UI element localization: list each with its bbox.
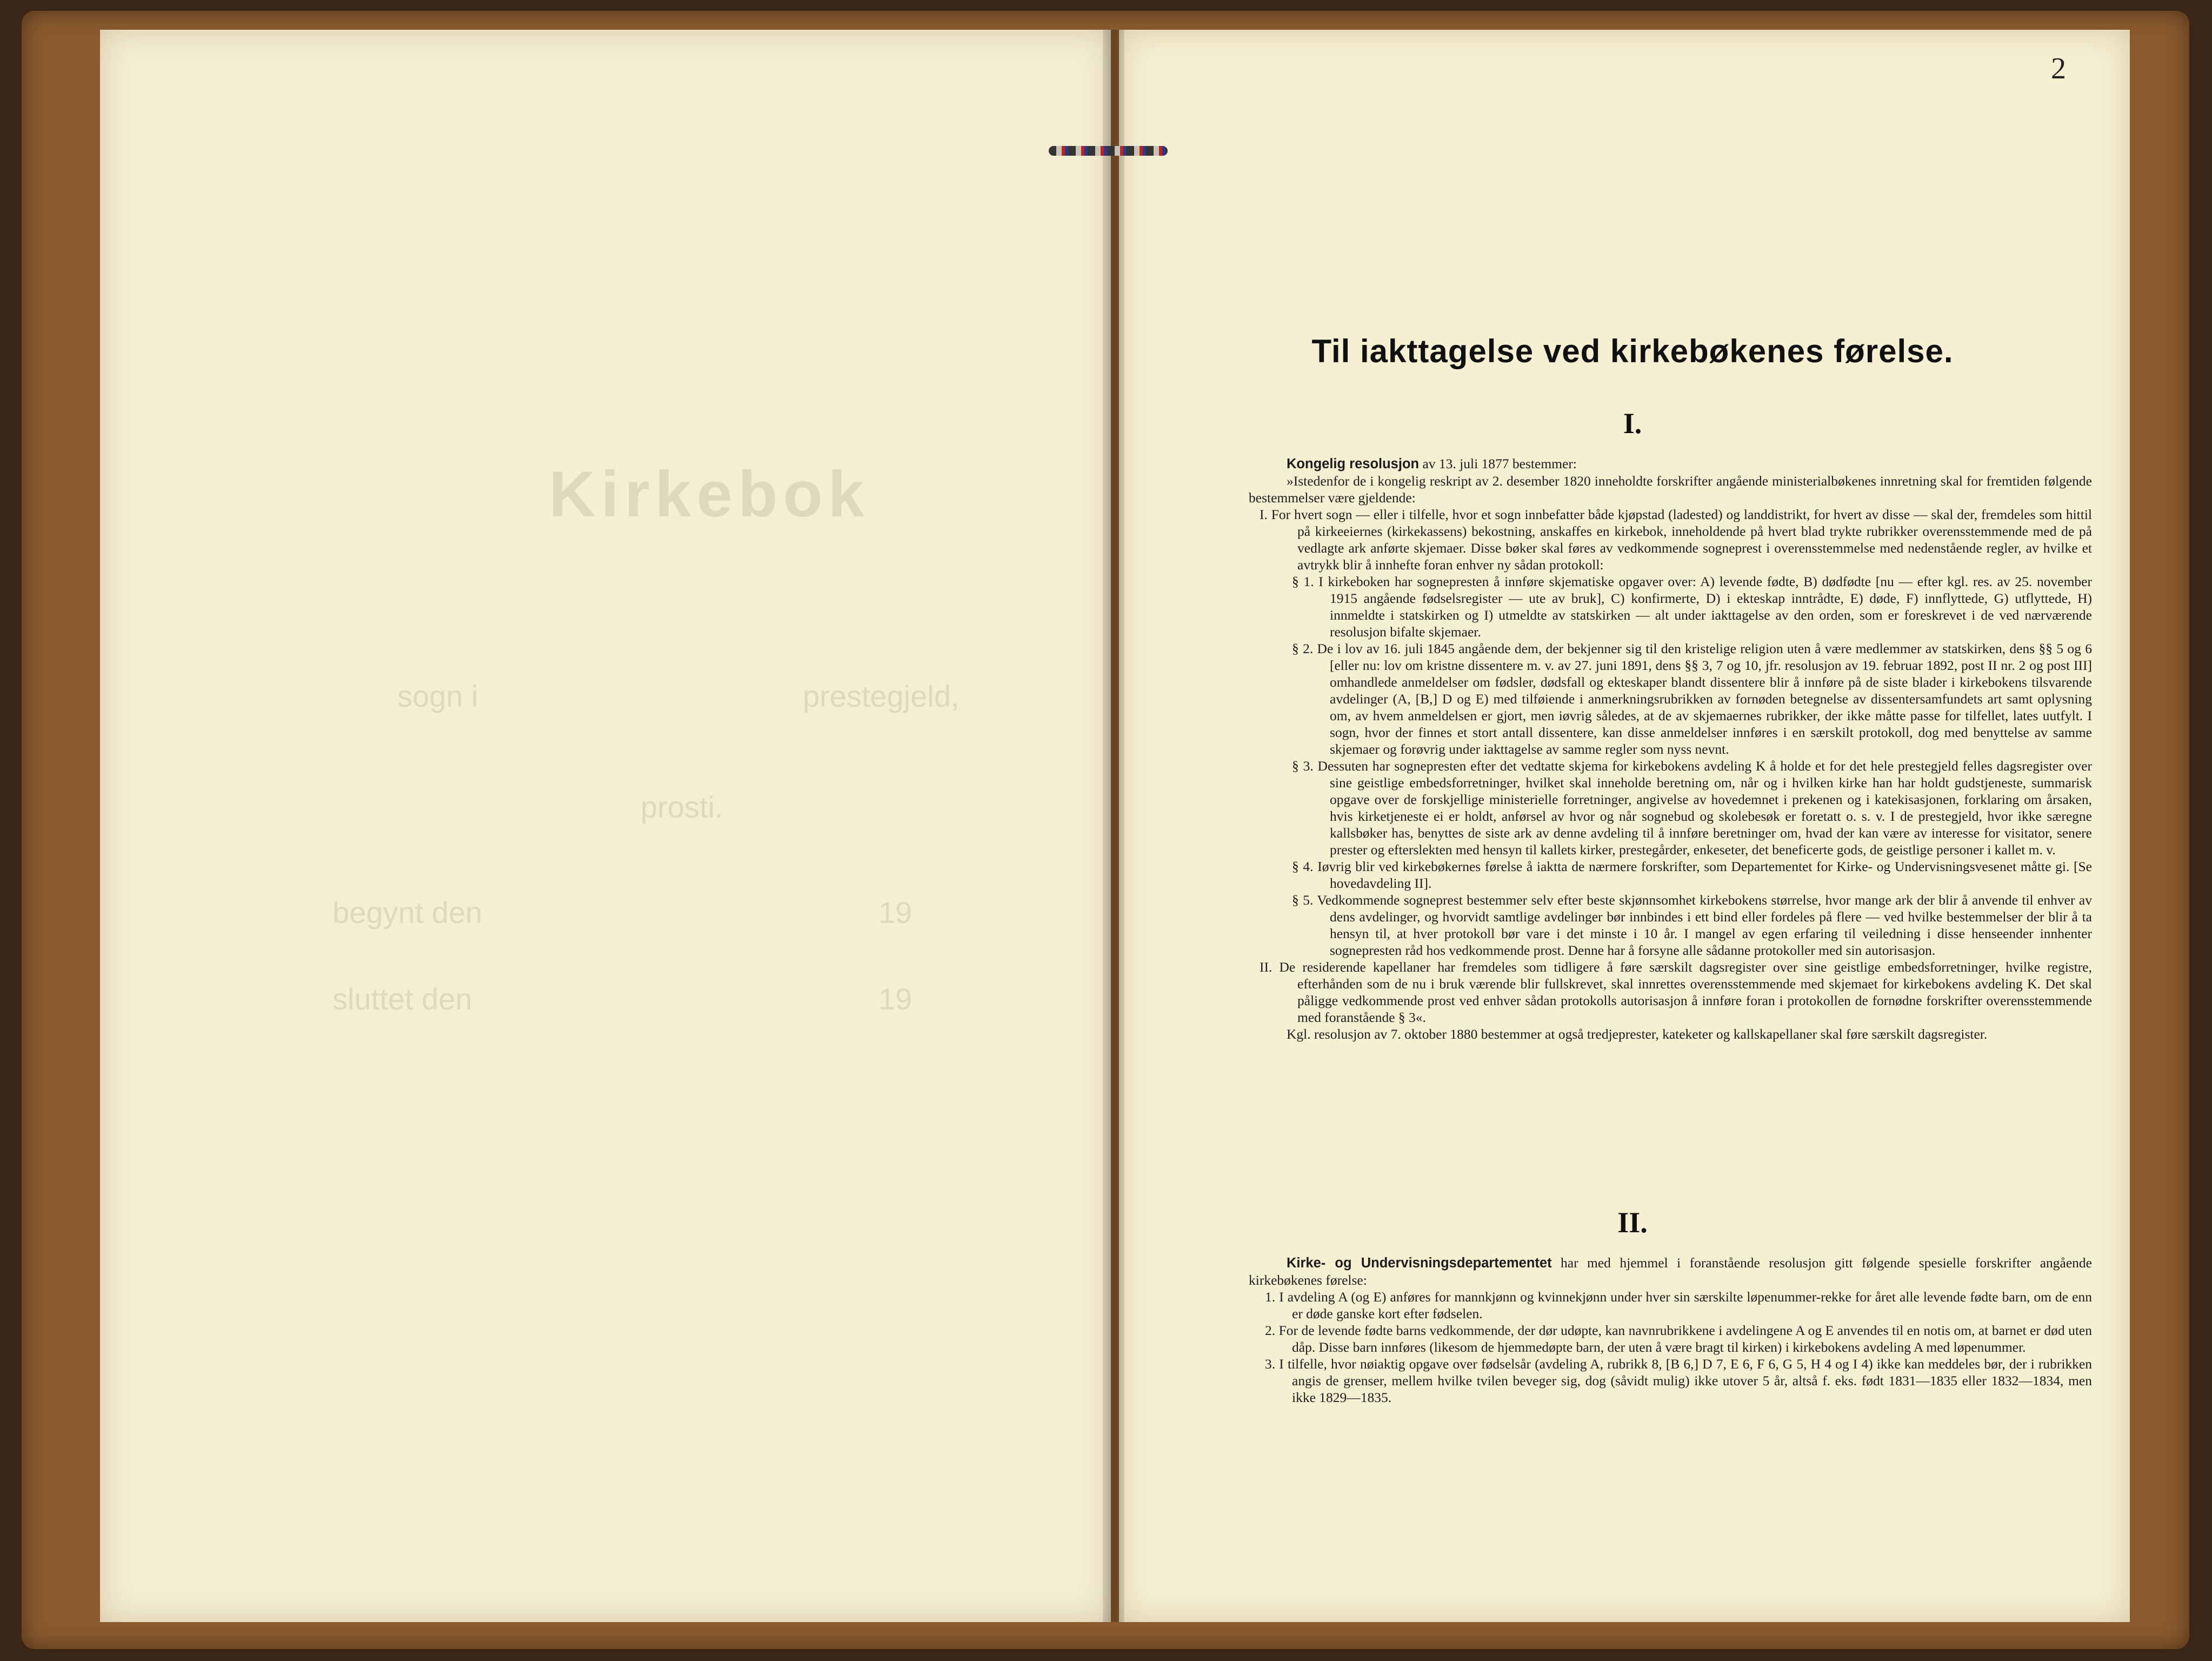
- binding-thread: [1049, 146, 1168, 156]
- lead-paragraph: [1249, 1254, 2092, 1288]
- lead-rest: av 13. juli 1877 bestemmer:: [1419, 456, 1577, 471]
- intro-paragraph: »Istedenfor de i kongelig reskript av 2. desember 1820 inneholdte forskrifter angående ministerialbøkenes innretning skal for fremtiden følgende bestemmelser være gjeldende:: [1249, 473, 2092, 506]
- numbered-item-1: 1. I avdeling A (og E) anføres for mannkjønn og kvinnekjønn under hver sin særskilte løpenummer-rekke for året alle levende fødte barn, om de enn er døde ganske kort efter fødselen.: [1265, 1289, 2092, 1321]
- paragraph-2: § 2. De i lov av 16. juli 1845 angående dem, der bekjenner sig til den kristelige religion uten å være medlemmer av statskirken, dens §§ 5 og 6 [eller nu: lov om kristne dissentere m. v. av 27. juni 1891, dens §§ 3, 7 og 10, jfr. resolusjon av 19. februar 1892, post II nr. 2 og post III] omhandlede anmeldelser om fødsler, dødsfall og ekteskaper blandt dissentere blir å innføre på de siste blader i kirkebokens tilsvarende avdelinger (A, [B,] D og E) med tilføiende i anmerkningsrubrikken av fornøden betegnelse av dissentersamfundets art samt oplysning om, av hvem anmeldelsen er gjort, men iøvrig således, at de av skjemaernes rubrikker, der ikke måtte passe for tilfellet, lates uutfylt. I sogn, hvor der finnes et stort antall dissentere, kan disse anmeldelser innføres i en særskilt protokoll, dog med benyttelse av samme skjemaer og forøvrig under iakttagelse av samme regler som nyss nevnt.: [1292, 641, 2092, 757]
- numbered-item-2: 2. For de levende fødte barns vedkommende, der dør udøpte, kan navnrubrikkene i avdelingene A og E anvendes til en notis om, at barnet er død uten dåp. Disse barn innføres (likesom de hjemmedøpte barn, der uten å være bragt til kirken) i kirkebokens avdeling A med løpenummer.: [1265, 1323, 2092, 1355]
- section-2-text: [1249, 1254, 2092, 1406]
- lead-rest: har med hjemmel i foranstående resolusjon gitt følgende spesielle forskrifter angående kirkebøkenes førelse:: [1249, 1255, 2092, 1288]
- item-I: I. For hvert sogn — eller i tilfelle, hvor et sogn innbefatter både kjøpstad (ladested) og landdistrikt, for hvert av disse — skal der, fremdeles som hittil på kirkeeiernes (kirkekassens) bekostning, anskaffes en kirkebok, inneholdende på hvert blad trykte rubrikker overensstemmende med de på vedlagte ark anførte skjemaer. Disse bøker skal føres av vedkommende sogneprest i overensstemmelse med nedenstående regler, av hvilke et avtrykk blir å innhefte foran enhver ny sådan protokoll:: [1260, 507, 2092, 573]
- page-heading: Til iakttagelse ved kirkebøkenes førelse.: [1311, 333, 1954, 369]
- paragraph-5: § 5. Vedkommende sogneprest bestemmer selv efter beste skjønnsomhet kirkebokens størrelse, hvor mange ark der blir å anvende til enhver av dens avdelinger, og hvorvidt samtlige avdelinger bør innbindes i ett bind eller fordeles på flere — ved hvilke bestemmelser der blir å ta hensyn til, at hver protokoll bør vare i det minste i 10 år. I mangel av egen erfaring til veiledning i disse henseender innhenter sognepresten råd hos vedkommende prost. Denne har å forsyne alle sådanne protokoller med sin autorisasjon.: [1292, 892, 2092, 958]
- lead-paragraph: [1249, 455, 2092, 473]
- faint-title: Kirkebok: [549, 458, 870, 530]
- page-number: 2: [2051, 52, 2066, 85]
- faint-line: prestegjeld,: [803, 679, 960, 713]
- lead-bold: Kongelig resolusjon: [1287, 456, 1420, 471]
- left-page: [100, 30, 1111, 1622]
- closing-paragraph: Kgl. resolusjon av 7. oktober 1880 bestemmer at også tredjeprester, kateketer og kallskapellaner skal føre særskilt dagsregister.: [1287, 1026, 1988, 1042]
- paragraph-3: § 3. Dessuten har sognepresten efter det vedtatte skjema for kirkebokens avdeling K å holde et for det hele prestegjeld felles dagsregister over sine geistlige embedsforretninger, hvilket skal inneholde beretning om, når og i hvilken kirke han har holdt gudstjeneste, summarisk opgave over de forskjellige ministerielle forretninger, angivelse av hovedemnet i prekenen og i katekisasjonen, forklaring om årsaken, hvis kirketjeneste ei er holdt, anførsel av hvor og når sognebud og skolebesøk er foretatt o. s. v. I de prestegjeld, hvor ikke særegne kallsbøker has, benyttes de siste ark av denne avdeling til å innføre beretninger om, hvad der kan være av interesse for visitator, senere prester og efterslekten med hensyn til kallets kirker, prestegårder, enkeseter, det beneficerte gods, de geistlige personer i kallet m. v.: [1292, 758, 2092, 858]
- item-II: II. De residerende kapellaner har fremdeles som tidligere å føre særskilt dagsregister over sine geistlige embedsforretninger, hvilke registre, efterhånden som de nu i bruk værende blir fullskrevet, skal innrettes overensstemmende med skjemaet for kirkebokens avdeling K. Det skal påligge vedkommende prost ved enhver sådan protokolls autorisasjon å innføre foran i protokollen de fornødne forskrifter overensstemmende med foranstående § 3«.: [1260, 959, 2092, 1025]
- faint-line: 19: [878, 895, 912, 929]
- faint-line: sluttet den: [332, 982, 472, 1016]
- section-number: I.: [1623, 407, 1642, 440]
- faint-line: 19: [878, 982, 912, 1016]
- faint-line: begynt den: [332, 895, 483, 929]
- book-gutter: [1103, 30, 1124, 1622]
- faint-line: prosti.: [641, 790, 723, 824]
- section-1-text: [1249, 455, 2092, 1042]
- numbered-item-3: 3. I tilfelle, hvor nøiaktig opgave over fødselsår (avdeling A, rubrikk 8, [B 6,] D 7, E 6, F 6, G 5, H 4 og I 4) ikke kan meddeles bør, der i rubrikken angis de grenser, mellem hvilke tvilen beveger sig, dog (såvidt mulig) ikke utover 5 år, altså f. eks. født 1831—1835 eller 1832—1834, men ikke 1829—1835.: [1265, 1356, 2092, 1405]
- faint-line: sogn i: [397, 679, 478, 713]
- paragraph-1: § 1. I kirkeboken har sognepresten å innføre skjematiske opgaver over: A) levende fødte, B) dødfødte [nu — efter kgl. res. av 25. november 1915 angående fødselsregister — ute av bruk], C) konfirmerte, D) i ekteskap inntrådte, E) døde, F) innflyttede, G) utflyttede, H) innmeldte i statskirken og I) utmeldte av statskirken — alt under iakttagelse av den orden, som er foreskrevet i de ved nærværende resolusjon bifalte skjemaer.: [1292, 574, 2092, 640]
- lead-bold: Kirke- og Undervisningsdepartementet: [1287, 1255, 1552, 1271]
- paragraph-4: § 4. Iøvrig blir ved kirkebøkernes førelse å iaktta de nærmere forskrifter, som Departementet for Kirke- og Undervisningsvesenet måtte gi. [Se hovedavdeling II].: [1292, 859, 2092, 891]
- section-number: II.: [1617, 1206, 1648, 1239]
